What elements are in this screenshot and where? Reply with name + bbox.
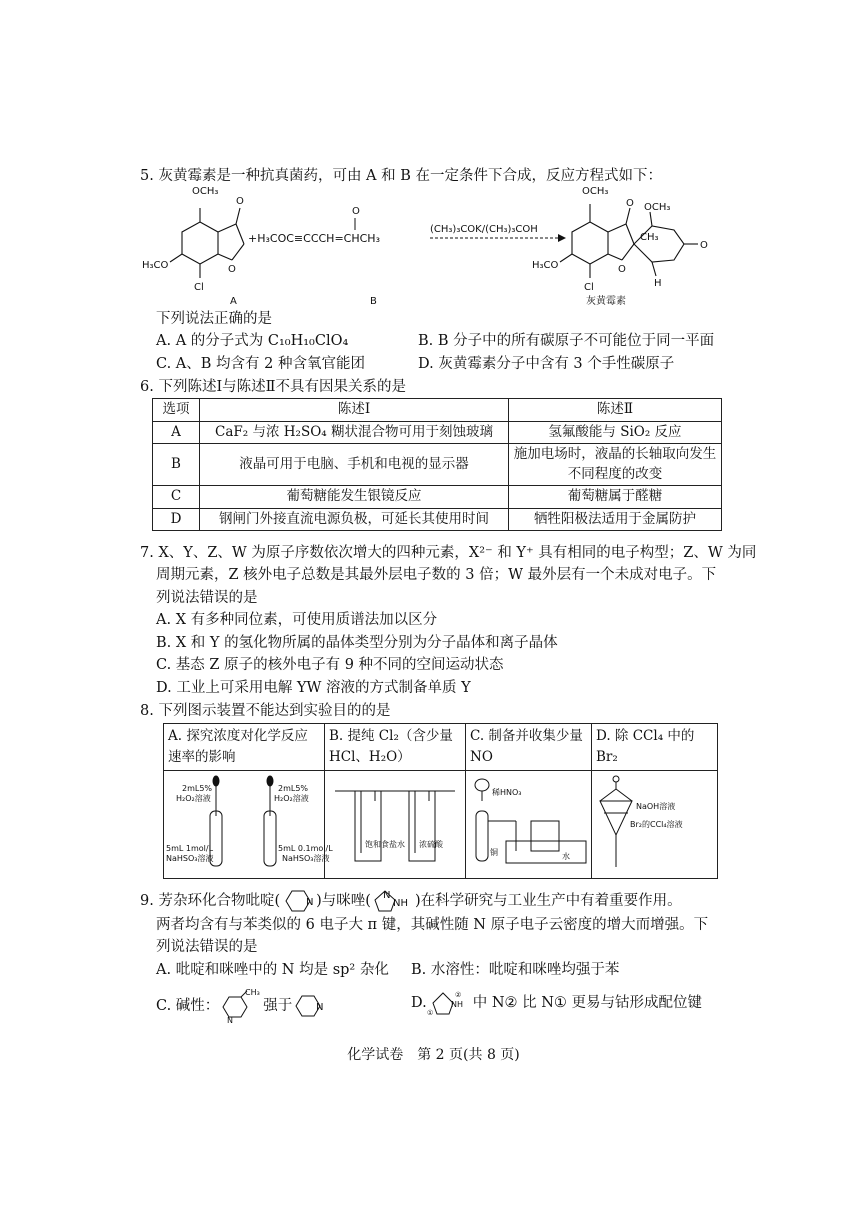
arrow-head [558,234,566,242]
q9-option-d-pre: D. [411,995,427,1012]
q5-option-b[interactable]: B. B 分子中的所有碳原子不可能位于同一平面 [418,333,715,350]
q8-option-b[interactable]: B. 提纯 Cl₂（含少量 HCl、H₂O） [325,724,466,771]
molecule-product [560,204,698,278]
pyridine-structure-icon [280,889,316,913]
pyridine-structure-icon-2 [292,993,328,1019]
q8-figure-d [592,770,718,878]
imidazole-structure-icon-2 [427,989,473,1017]
q5-stem: 5. 灰黄霉素是一种抗真菌药，可由 A 和 B 在一定条件下合成，反应方程式如下： [140,168,663,184]
atom-o-a: O [236,196,244,207]
c-water: 水 [562,851,570,861]
label-product: 灰黄霉素 [586,296,626,307]
a-right-bottom: 5mL 0.1mol/L [278,843,333,853]
table-row[interactable] [153,508,722,531]
q5-option-a[interactable]: A. A 的分子式为 C₁₀H₁₀ClO₄ [156,333,349,350]
a-right-top-2: H₂O₂溶液 [274,793,309,803]
q9-block [140,888,740,1026]
imidazole-n1-mark: ① [426,1009,433,1018]
table-cell: D [153,508,200,531]
atom-o-ketone-product: O [700,240,708,251]
imidazole-structure-icon [371,888,415,914]
atom-och3-product-2: OCH₃ [644,202,671,213]
table-cell: 液晶可用于电脑、手机和电视的显示器 [200,444,509,486]
q5-body [140,308,730,375]
table-cell: 葡萄糖能发生银镜反应 [200,486,509,509]
q8-figure-b [325,770,466,878]
a-right-bottom-2: NaHSO₃溶液 [282,853,330,863]
atom-cl-a: Cl [194,282,204,293]
a-left-bottom-2: NaHSO₃溶液 [166,853,214,863]
q7-block [140,542,757,699]
table-cell: 钢闸门外接直流电源负极，可延长其使用时间 [200,508,509,531]
atom-h-product: H [654,278,662,289]
q7-stem-line-3: 列说法错误的是 [156,589,258,606]
q7-option-c[interactable]: C. 基态 Z 原子的核外电子有 9 种不同的空间运动状态 [156,657,504,674]
q9-stem-post: )在科学研究与工业生产中有着重要作用。 [414,893,682,909]
atom-och3-a: OCH₃ [192,186,219,197]
table-cell: A [153,421,200,444]
q9-stem-line-3: 列说法错误的是 [156,939,258,956]
q7-option-b[interactable]: B. X 和 Y 的氢化物所属的晶体类型分别为分子晶体和离子晶体 [156,634,558,651]
reaction-condition: (CH₃)₃COK/(CH₃)₃COH [430,224,538,235]
d-top: NaOH溶液 [636,801,676,811]
q5-option-d[interactable]: D. 灰黄霉素分子中含有 3 个手性碳原子 [418,355,675,372]
q9-option-c[interactable] [156,988,411,1026]
b-right: 浓硫酸 [419,839,443,849]
imidazole-n: N [382,890,391,901]
q9-options-row1 [140,959,740,981]
q9-option-b[interactable]: B. 水溶性：吡啶和咪唑均强于苯 [411,961,620,978]
q7-stem-line-1: 7. X、Y、Z、W 为原子序数依次增大的四种元素，X²⁻ 和 Y⁺ 具有相同的电子构型；Z、W 为同 [140,545,757,561]
imidazole-nh-2: NH [450,1000,463,1010]
methylpyridine-structure-icon [219,988,263,1026]
a-left-top-2: H₂O₂溶液 [176,793,211,803]
q9-stem-mid: )与咪唑( [316,893,371,909]
label-b: B [370,296,377,307]
page-footer: 化学试卷 第 2 页(共 8 页) [347,1047,520,1063]
separatory-funnel-diagram [592,771,712,871]
q9-stem-line-1 [140,888,740,914]
imidazole-nh: NH [392,898,408,909]
q9-stem-line-2: 两者均含有与苯类似的 6 电子大 π 键，其碱性随 N 原子电子云密度的增大而增强。下 [156,917,709,933]
table-header-option: 选项 [153,399,200,422]
atom-o-ring-product: O [618,264,626,275]
atom-h3co-product: H₃CO [532,260,559,271]
q5-reaction-scheme [140,182,730,307]
atom-och3-product: OCH₃ [582,186,609,197]
d-bottom: Br₂的CCl₄溶液 [630,819,683,829]
q9-option-c-mid: 强于 [263,998,293,1015]
table-cell: C [153,486,200,509]
q9-option-d[interactable] [411,989,703,1023]
methylpyridine-n: N [227,1016,234,1026]
q7-stem-line-2: 周期元素，Z 核外电子总数是其最外层电子数的 3 倍；W 最外层有一个未成对电子。下 [156,567,717,584]
q8-figure-row [164,770,718,878]
q8-figure-a [164,770,333,878]
no-generation-diagram [466,771,586,871]
table-cell: 牺牲阳极法适用于金属防护 [509,508,722,531]
pyridine-n: N [306,897,314,908]
atom-o-product: O [626,198,634,209]
q9-options-row2 [140,988,740,1026]
b-left: 饱和食盐水 [365,839,405,849]
q7-option-a[interactable]: A. X 有多种同位素，可使用质谱法加以区分 [156,612,438,629]
q6-stem: 6. 下列陈述Ⅰ与陈述Ⅱ不具有因果关系的是 [140,379,407,395]
table-row[interactable] [153,444,722,486]
a-left-bottom: 5mL 1mol/L [166,843,214,853]
atom-ch3-product: CH₃ [640,232,659,243]
methyl-ch3: CH₃ [245,988,261,998]
q9-option-c-pre: C. 碱性： [156,998,220,1015]
reagent-b: +H₃COC≡CCCH=CHCH₃ [248,232,380,245]
q6-table [152,398,722,531]
q8-option-c[interactable]: C. 制备并收集少量 NO [466,724,592,771]
table-header-statement-1: 陈述Ⅰ [200,399,509,422]
test-tubes-diagram [164,771,333,871]
q8-figure-c [466,770,592,878]
imidazole-n2-mark: ② [454,991,461,1000]
table-cell: CaF₂ 与浓 H₂SO₄ 糊状混合物可用于刻蚀玻璃 [200,421,509,444]
table-header-statement-2: 陈述Ⅱ [509,399,722,422]
q8-caption-row [164,724,718,771]
table-cell: 施加电场时，液晶的长轴取向发生不同程度的改变 [509,444,722,486]
q9-option-a[interactable]: A. 吡啶和咪唑中的 N 均是 sp² 杂化 [156,961,389,978]
table-cell: 葡萄糖属于醛糖 [509,486,722,509]
table-cell: 氢氟酸能与 SiO₂ 反应 [509,421,722,444]
atom-o-ring-a: O [228,264,236,275]
q8-table [163,723,718,879]
table-header-row [153,399,722,422]
atom-cl-product: Cl [584,282,594,293]
q8-option-d[interactable]: D. 除 CCl₄ 中的 Br₂ [592,724,718,771]
q5-option-c[interactable]: C. A、B 均含有 2 种含氧官能团 [156,355,365,372]
q8-option-a[interactable]: A. 探究浓度对化学反应速率的影响 [164,724,325,771]
label-a: A [230,296,237,307]
atom-h3co-a: H₃CO [142,260,169,271]
a-right-top: 2mL5% [278,783,309,793]
c-acid: 稀HNO₃ [492,787,522,797]
q9-stem-pre: 9. 芳杂环化合物吡啶( [140,893,281,909]
atom-o-b: O [352,206,360,217]
pyridine-n-2: N [316,1002,324,1014]
table-cell: B [153,444,200,486]
q9-option-d-post: 中 N② 比 N① 更易与钴形成配位键 [472,995,703,1012]
gas-washing-bottles-diagram [325,771,465,871]
table-row[interactable] [153,421,722,444]
table-row[interactable] [153,486,722,509]
q8-stem: 8. 下列图示装置不能达到实验目的的是 [140,703,391,719]
a-left-top: 2mL5% [182,783,213,793]
c-metal: 铜 [490,847,498,857]
q5-prompt: 下列说法正确的是 [156,311,272,327]
q5-options-row2 [140,353,730,375]
q5-options-row1 [140,330,730,352]
q7-option-d[interactable]: D. 工业上可采用电解 YW 溶液的方式制备单质 Y [156,679,471,696]
